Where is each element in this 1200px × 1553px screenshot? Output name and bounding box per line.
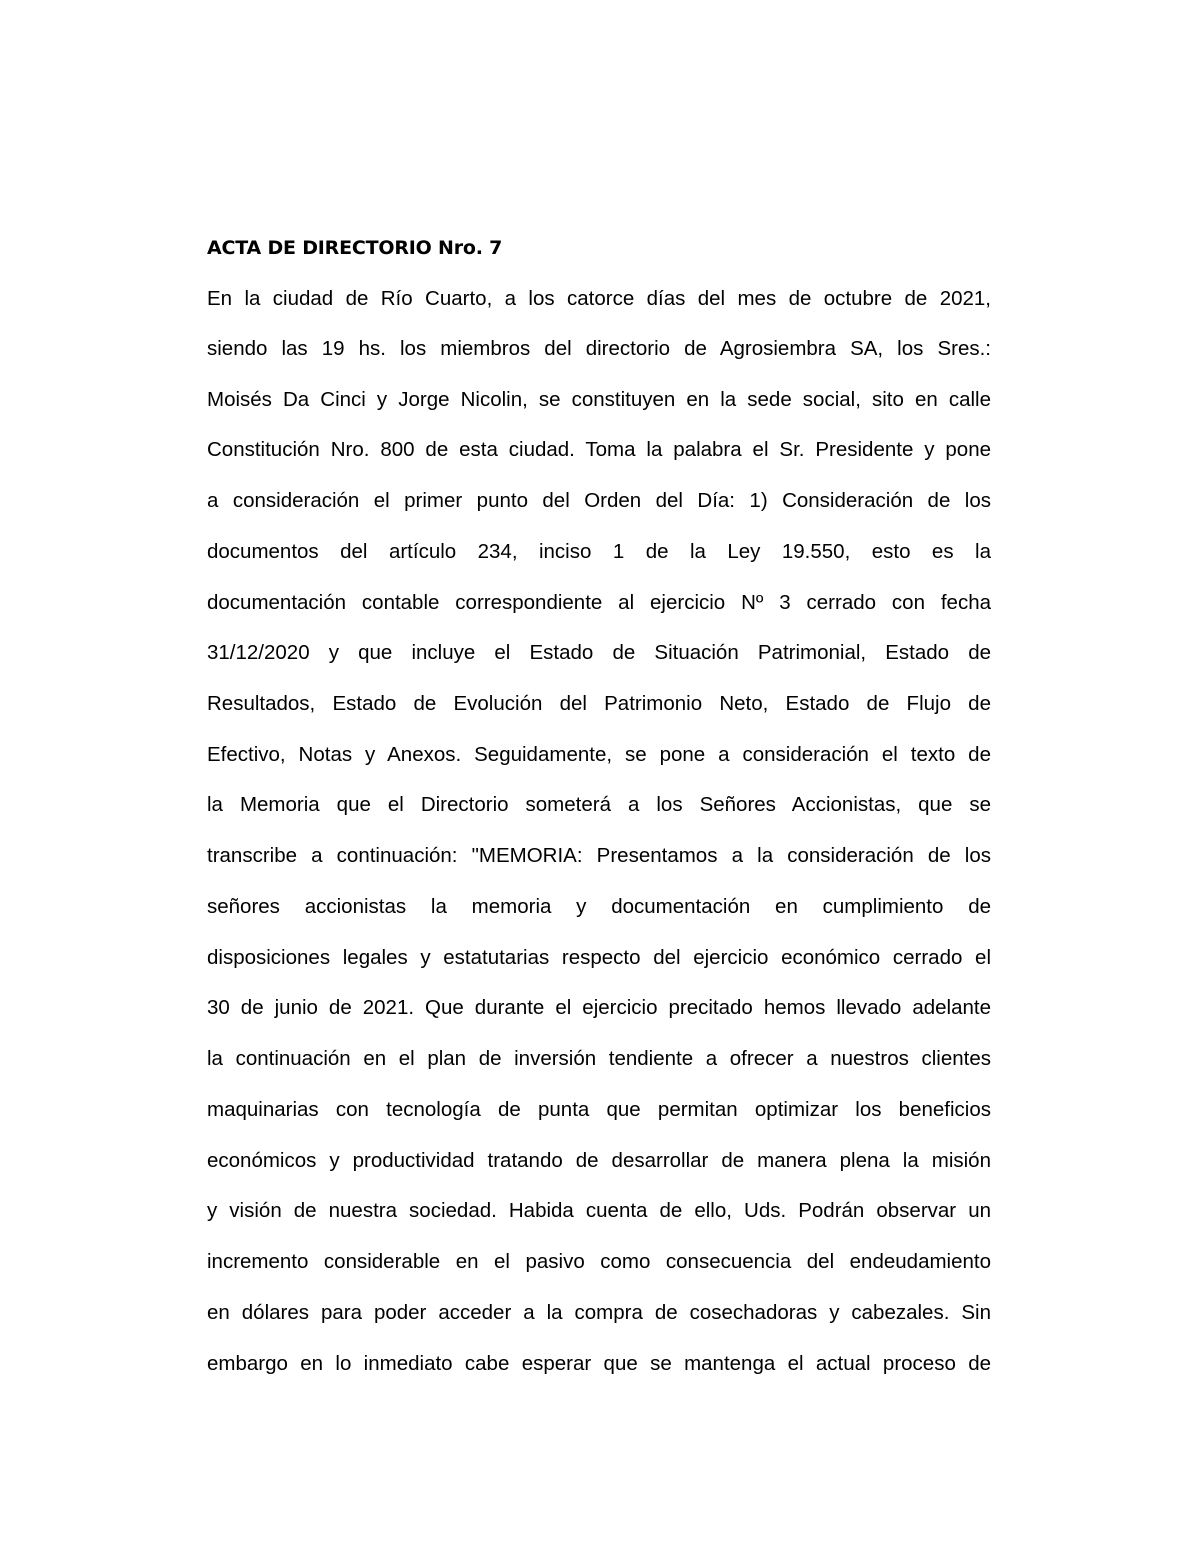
body-line: disposiciones legales y estatutarias respecto del ejercicio económico cerrado el [207,946,991,969]
body-line: a consideración el primer punto del Orden del Día: 1) Consideración de los [207,489,991,512]
body-line: señores accionistas la memoria y documentación en cumplimiento de [207,895,991,918]
document-title: ACTA DE DIRECTORIO Nro. 7 [207,237,503,259]
body-line: la continuación en el plan de inversión tendiente a ofrecer a nuestros clientes [207,1047,991,1070]
body-line: maquinarias con tecnología de punta que permitan optimizar los beneficios [207,1098,991,1121]
body-line: 31/12/2020 y que incluye el Estado de Situación Patrimonial, Estado de [207,641,991,664]
body-line: embargo en lo inmediato cabe esperar que se mantenga el actual proceso de [207,1352,991,1375]
body-line: documentación contable correspondiente al ejercicio Nº 3 cerrado con fecha [207,591,991,614]
body-line: siendo las 19 hs. los miembros del directorio de Agrosiembra SA, los Sres.: [207,337,991,360]
body-line: económicos y productividad tratando de desarrollar de manera plena la misión [207,1149,991,1172]
body-line: 30 de junio de 2021. Que durante el ejercicio precitado hemos llevado adelante [207,996,991,1019]
body-line: documentos del artículo 234, inciso 1 de la Ley 19.550, esto es la [207,540,991,563]
body-line: Moisés Da Cinci y Jorge Nicolin, se constituyen en la sede social, sito en calle [207,388,991,411]
body-line: y visión de nuestra sociedad. Habida cuenta de ello, Uds. Podrán observar un [207,1199,991,1222]
body-line: en dólares para poder acceder a la compra de cosechadoras y cabezales. Sin [207,1301,991,1324]
body-line: Constitución Nro. 800 de esta ciudad. Toma la palabra el Sr. Presidente y pone [207,438,991,461]
body-line: la Memoria que el Directorio someterá a los Señores Accionistas, que se [207,793,991,816]
body-line: En la ciudad de Río Cuarto, a los catorce días del mes de octubre de 2021, [207,287,991,310]
body-line: transcribe a continuación: "MEMORIA: Presentamos a la consideración de los [207,844,991,867]
body-line: Efectivo, Notas y Anexos. Seguidamente, se pone a consideración el texto de [207,743,991,766]
body-line: Resultados, Estado de Evolución del Patrimonio Neto, Estado de Flujo de [207,692,991,715]
body-line: incremento considerable en el pasivo como consecuencia del endeudamiento [207,1250,991,1273]
